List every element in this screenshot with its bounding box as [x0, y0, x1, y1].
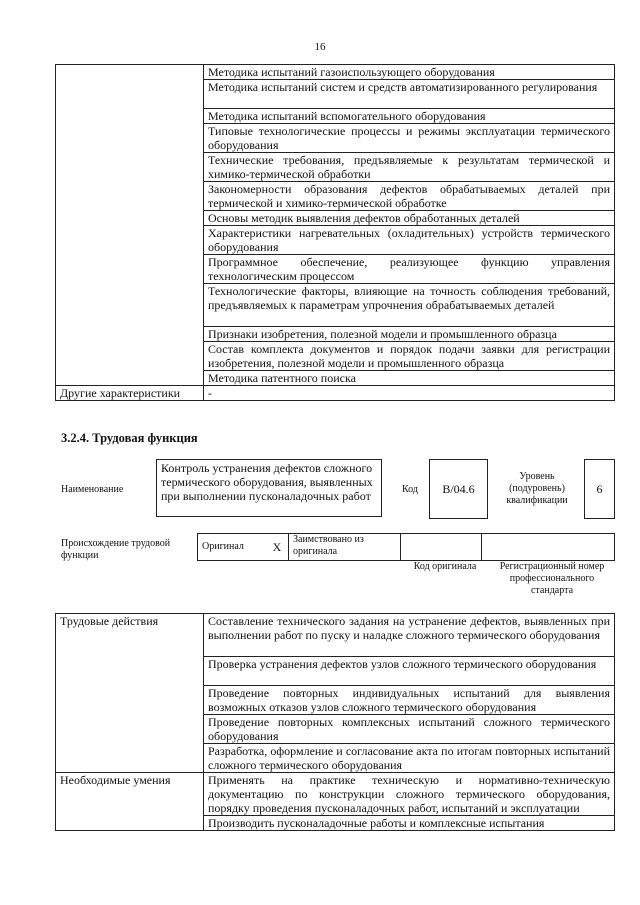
skills-label: Необходимые умения — [56, 773, 204, 831]
reg-number-label: Регистрационный номер профессионального стандарта — [499, 561, 605, 596]
knowledge-row: Технологические факторы, влияющие на точность соблюдения требований, предъявляемых к параметрам упрочнения обрабатываемых деталей — [204, 284, 615, 327]
level-label: Уровень (подуровень) квалификации — [506, 471, 568, 506]
knowledge-row: Состав комплекта документов и порядок подачи заявки для регистрации изобретения, полезной модели и промышленного образца — [204, 342, 615, 371]
code-value-box: B/04.6 — [429, 459, 488, 519]
labor-action-row: Разработка, оформление и согласование акта по итогам повторных испытаний сложного термического оборудования — [204, 744, 615, 773]
knowledge-row: Технические требования, предъявляемые к результатам термической и химико-термической обработки — [204, 153, 615, 182]
knowledge-row: Типовые технологические процессы и режимы эксплуатации термического оборудования — [204, 124, 615, 153]
borrowed-label: Заимствовано из оригинала — [289, 534, 401, 561]
knowledge-row: Признаки изобретения, полезной модели и промышленного образца — [204, 327, 615, 342]
labor-action-row: Проведение повторных комплексных испытаний сложного термического оборудования — [204, 715, 615, 744]
origin-table — [197, 533, 615, 561]
level-value-box: 6 — [584, 459, 615, 519]
knowledge-row: Характеристики нагревательных (охладительных) устройств термического оборудования — [204, 226, 615, 255]
page-number: 16 — [314, 41, 326, 53]
knowledge-table — [55, 64, 615, 401]
knowledge-row: Закономерности образования дефектов обрабатываемых деталей при термической и химико-термической обработке — [204, 182, 615, 211]
section-title: 3.2.4. Трудовая функция — [61, 431, 198, 445]
other-characteristics-value: - — [204, 386, 615, 401]
labor-actions-label: Трудовые действия — [56, 614, 204, 773]
skill-row: Применять на практике техническую и нормативно-техническую документацию по конструкции сложного термического оборудования, порядку проведения пусконаладочных работ, испытаний и эксплуатации — [204, 773, 615, 816]
knowledge-row: Методика патентного поиска — [204, 371, 615, 386]
origin-label: Происхождение трудовой функции — [61, 538, 171, 561]
other-characteristics-label: Другие характеристики — [56, 386, 204, 401]
knowledge-label-cell — [56, 65, 204, 386]
name-label: Наименование — [61, 484, 124, 495]
knowledge-row: Методика испытаний газоиспользующего оборудования — [204, 65, 615, 80]
labor-action-row: Проведение повторных индивидуальных испытаний для выявления возможных отказов узлов сложного термического оборудования — [204, 686, 615, 715]
labor-action-row: Проверка устранения дефектов узлов сложного термического оборудования — [204, 657, 615, 686]
origin-code-cell — [401, 534, 482, 561]
origin-code-label: Код оригинала — [413, 561, 477, 572]
reg-number-cell — [482, 534, 615, 561]
code-label: Код — [402, 484, 418, 495]
skill-row: Производить пусконаладочные работы и комплексные испытания — [204, 816, 615, 831]
original-mark: X — [266, 534, 289, 561]
knowledge-row: Методика испытаний вспомогательного оборудования — [204, 109, 615, 124]
knowledge-row: Программное обеспечение, реализующее функцию управления технологическим процессом — [204, 255, 615, 284]
knowledge-row: Методика испытаний систем и средств автоматизированного регулирования — [204, 80, 615, 109]
knowledge-row: Основы методик выявления дефектов обработанных деталей — [204, 211, 615, 226]
original-label: Оригинал — [198, 534, 267, 561]
labor-function-table — [55, 613, 615, 831]
function-name-box: Контроль устранения дефектов сложного термического оборудования, выявленных при выполнении пусконаладочных работ — [156, 459, 382, 517]
labor-action-row: Составление технического задания на устранение дефектов, выявленных при выполнении работ по пуску и наладке сложного термического оборудования — [204, 614, 615, 657]
